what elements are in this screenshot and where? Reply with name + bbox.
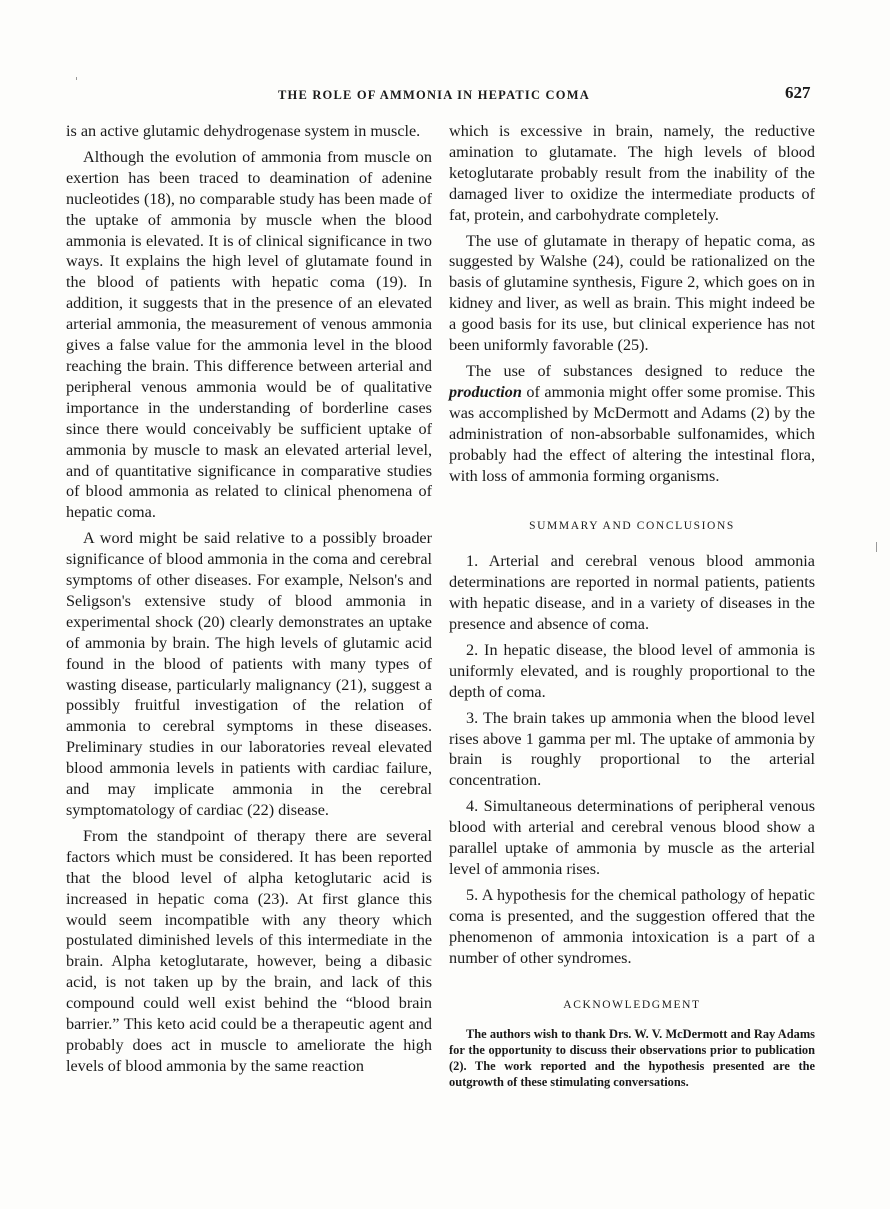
summary-item: 1. Arterial and cerebral venous blood ammonia determinations are reported in normal patients, patients with hepatic disease, and in a variety of diseases in the presence and absence of coma.	[449, 552, 815, 634]
paragraph-text: of ammonia might offer some promise. This was accomplished by McDermott and Adams (2) by the administration of non-absorbable sulfonamides, which probably had the effect of altering the intestinal flora, with loss of ammonia forming organisms.	[449, 382, 815, 485]
summary-item: 2. In hepatic disease, the blood level of ammonia is uniformly elevated, and is roughly proportional to the depth of coma.	[449, 640, 815, 701]
paragraph: Although the evolution of ammonia from muscle on exertion has been traced to deamination of adenine nucleotides (18), no comparable study has been made of the uptake of ammonia by muscle when the blood ammonia is elevated. It is of clinical significance in two ways. It explains the high level of glutamate found in the blood of patients with hepatic coma (19). In addition, it suggests that in the presence of an elevated arterial ammonia, the measurement of venous ammonia gives a false value for the ammonia level in the blood reaching the brain. This difference between arterial and peripheral venous ammonia would be of qualitative importance in the understanding of borderline cases since there would conceivably be sufficient uptake of ammonia by muscle to mask an elevated arterial level, and of quantitative significance in comparative studies of blood ammonia as related to clinical phenomena of hepatic coma.	[66, 147, 432, 522]
paragraph: The use of glutamate in therapy of hepatic coma, as suggested by Walshe (24), could be rationalized on the basis of glutamine synthesis, Figure 2, which goes on in kidney and liver, as well as brain. This might indeed be a good basis for its use, but clinical experience has not been uniformly favorable (25).	[449, 231, 815, 355]
page-number: 627	[785, 83, 811, 102]
acknowledgment-heading: ACKNOWLEDGMENT	[563, 998, 701, 1011]
running-title: THE ROLE OF AMMONIA IN HEPATIC COMA	[278, 88, 590, 102]
paragraph-text: The use of substances designed to reduce the	[466, 361, 815, 380]
summary-heading: SUMMARY AND CONCLUSIONS	[529, 520, 735, 533]
left-column	[66, 121, 432, 1077]
paragraph	[449, 361, 815, 486]
paragraph: From the standpoint of therapy there are several factors which must be considered. It has been reported that the blood level of alpha ketoglutaric acid is increased in hepatic coma (23). At first glance this would seem incompatible with any theory which postulated diminished levels of this intermediate in the brain. Alpha ketoglutarate, however, being a dibasic acid, is not taken up by the brain, and lack of this compound could well exist behind the “blood brain barrier.” This keto acid could be a therapeutic agent and probably does act in muscle to ameliorate the high levels of blood ammonia by the same reaction	[66, 826, 432, 1075]
scan-mark-right	[876, 542, 877, 552]
emphasized-word: production	[449, 382, 522, 401]
right-column	[449, 121, 815, 1091]
summary-item: 3. The brain takes up ammonia when the blood level rises above 1 gamma per ml. The uptake of ammonia by brain is roughly proportional to the arterial concentration.	[449, 708, 815, 790]
paragraph: is an active glutamic dehydrogenase system in muscle.	[66, 122, 421, 140]
summary-item: 4. Simultaneous determinations of peripheral venous blood with arterial and cerebral venous blood show a parallel uptake of ammonia by muscle as the arterial level of ammonia rises.	[449, 797, 815, 878]
acknowledgment-text: The authors wish to thank Drs. W. V. McDermott and Ray Adams for the opportunity to discuss their observations prior to publication (2). The work reported and the hypothesis presented are the outgrowth of these stimulating conversations.	[449, 1027, 815, 1089]
paragraph: A word might be said relative to a possibly broader significance of blood ammonia in the coma and cerebral symptoms of other diseases. For example, Nelson's and Seligson's extensive study of blood ammonia in experimental shock (20) clearly demonstrates an uptake of ammonia by brain. The high levels of glutamic acid found in the blood of patients with many types of wasting disease, particularly malignancy (21), suggest a possibly fruitful investigation of the relation of ammonia to cerebral symptoms in these diseases. Preliminary studies in our laboratories reveal elevated blood ammonia levels in patients with cardiac failure, and may implicate ammonia in the cerebral symptomatology of cardiac (22) disease.	[66, 529, 432, 819]
paragraph: which is excessive in brain, namely, the reductive amination to glutamate. The high levels of blood ketoglutarate probably result from the inability of the damaged liver to oxidize the intermediate products of fat, protein, and carbohydrate completely.	[449, 122, 815, 224]
summary-item: 5. A hypothesis for the chemical pathology of hepatic coma is presented, and the suggestion offered that the phenomenon of ammonia intoxication is a part of a number of other syndromes.	[449, 885, 815, 967]
scan-mark-top	[76, 77, 77, 80]
